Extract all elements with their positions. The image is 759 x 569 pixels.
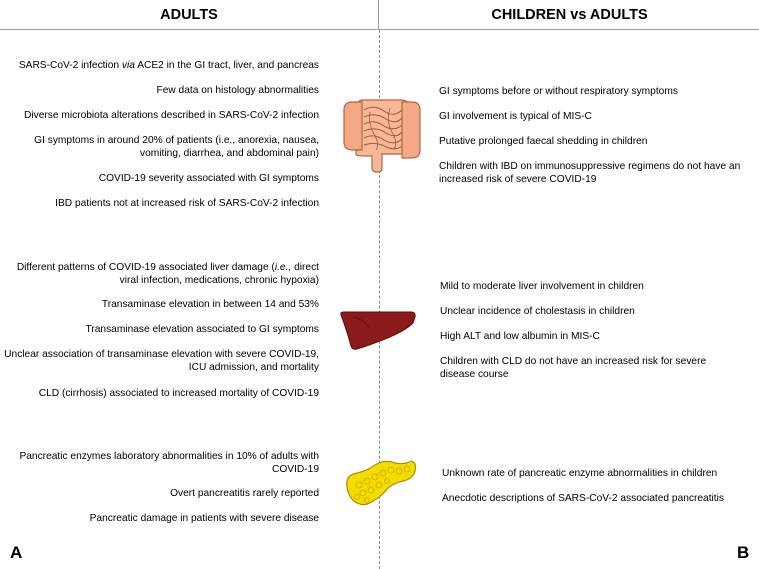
panel-label-b: B: [737, 543, 750, 562]
pancreas-adult-item: Overt pancreatitis rarely reported: [170, 488, 319, 499]
gi-adult-item: IBD patients not at increased risk of SARS-CoV-2 infection: [55, 198, 319, 209]
gi-child-item: GI involvement is typical of MIS-C: [439, 111, 592, 122]
gi-adult-item: Few data on histology abnormalities: [156, 85, 319, 96]
liver-child-item: Mild to moderate liver involvement in children: [440, 281, 644, 292]
liver-adult-item: Different patterns of COVID-19 associated liver damage (i.e., direct viral infection, medications, chronic hypoxia): [16, 262, 319, 286]
gi-child-item: Children with IBD on immunosuppressive regimens do not have an increased risk of severe COVID-19: [439, 161, 741, 185]
pancreas-icon: [343, 457, 417, 509]
gi-adult-item: SARS-CoV-2 infection via ACE2 in the GI tract, liver, and pancreas: [18, 60, 319, 71]
header-row: [0, 0, 759, 30]
gi-adult-item: GI symptoms in around 20% of patients (i.e., anorexia, nausea, vomiting, diarrhea, and abdominal pain): [34, 135, 319, 159]
gi-adult-item: COVID-19 severity associated with GI symptoms: [98, 173, 319, 184]
pancreas-adult-item: Pancreatic damage in patients with severe disease: [89, 513, 319, 524]
liver-child-item: High ALT and low albumin in MIS-C: [440, 331, 600, 342]
gi-child-item: GI symptoms before or without respiratory symptoms: [439, 86, 678, 97]
liver-icon: [339, 309, 417, 351]
liver-child-item: Children with CLD do not have an increased risk for severe disease course: [440, 356, 707, 380]
liver-adult-item: Unclear association of transaminase elevation with severe COVID-19, ICU admission, and mortality: [4, 349, 319, 373]
liver-adult-item: Transaminase elevation associated to GI symptoms: [85, 324, 319, 335]
header-adults: ADULTS: [0, 0, 379, 30]
intestine-icon: [340, 94, 422, 174]
pancreas-child-item: Anecdotic descriptions of SARS-CoV-2 associated pancreatitis: [442, 493, 724, 504]
gi-adult-item: Diverse microbiota alterations described in SARS-CoV-2 infection: [23, 110, 319, 121]
pancreas-child-item: Unknown rate of pancreatic enzyme abnormalities in children: [442, 468, 718, 479]
header-children-vs-adults: CHILDREN vs ADULTS: [491, 7, 648, 23]
gi-child-item: Putative prolonged faecal shedding in children: [439, 136, 648, 147]
panel-label-a: A: [10, 543, 23, 562]
liver-adult-item: Transaminase elevation in between 14 and 53%: [101, 299, 319, 310]
pancreas-adult-item: Pancreatic enzymes laboratory abnormalities in 10% of adults with COVID-19: [19, 451, 319, 475]
liver-adult-item: CLD (cirrhosis) associated to increased mortality of COVID-19: [38, 388, 319, 399]
liver-child-item: Unclear incidence of cholestasis in children: [440, 306, 635, 317]
